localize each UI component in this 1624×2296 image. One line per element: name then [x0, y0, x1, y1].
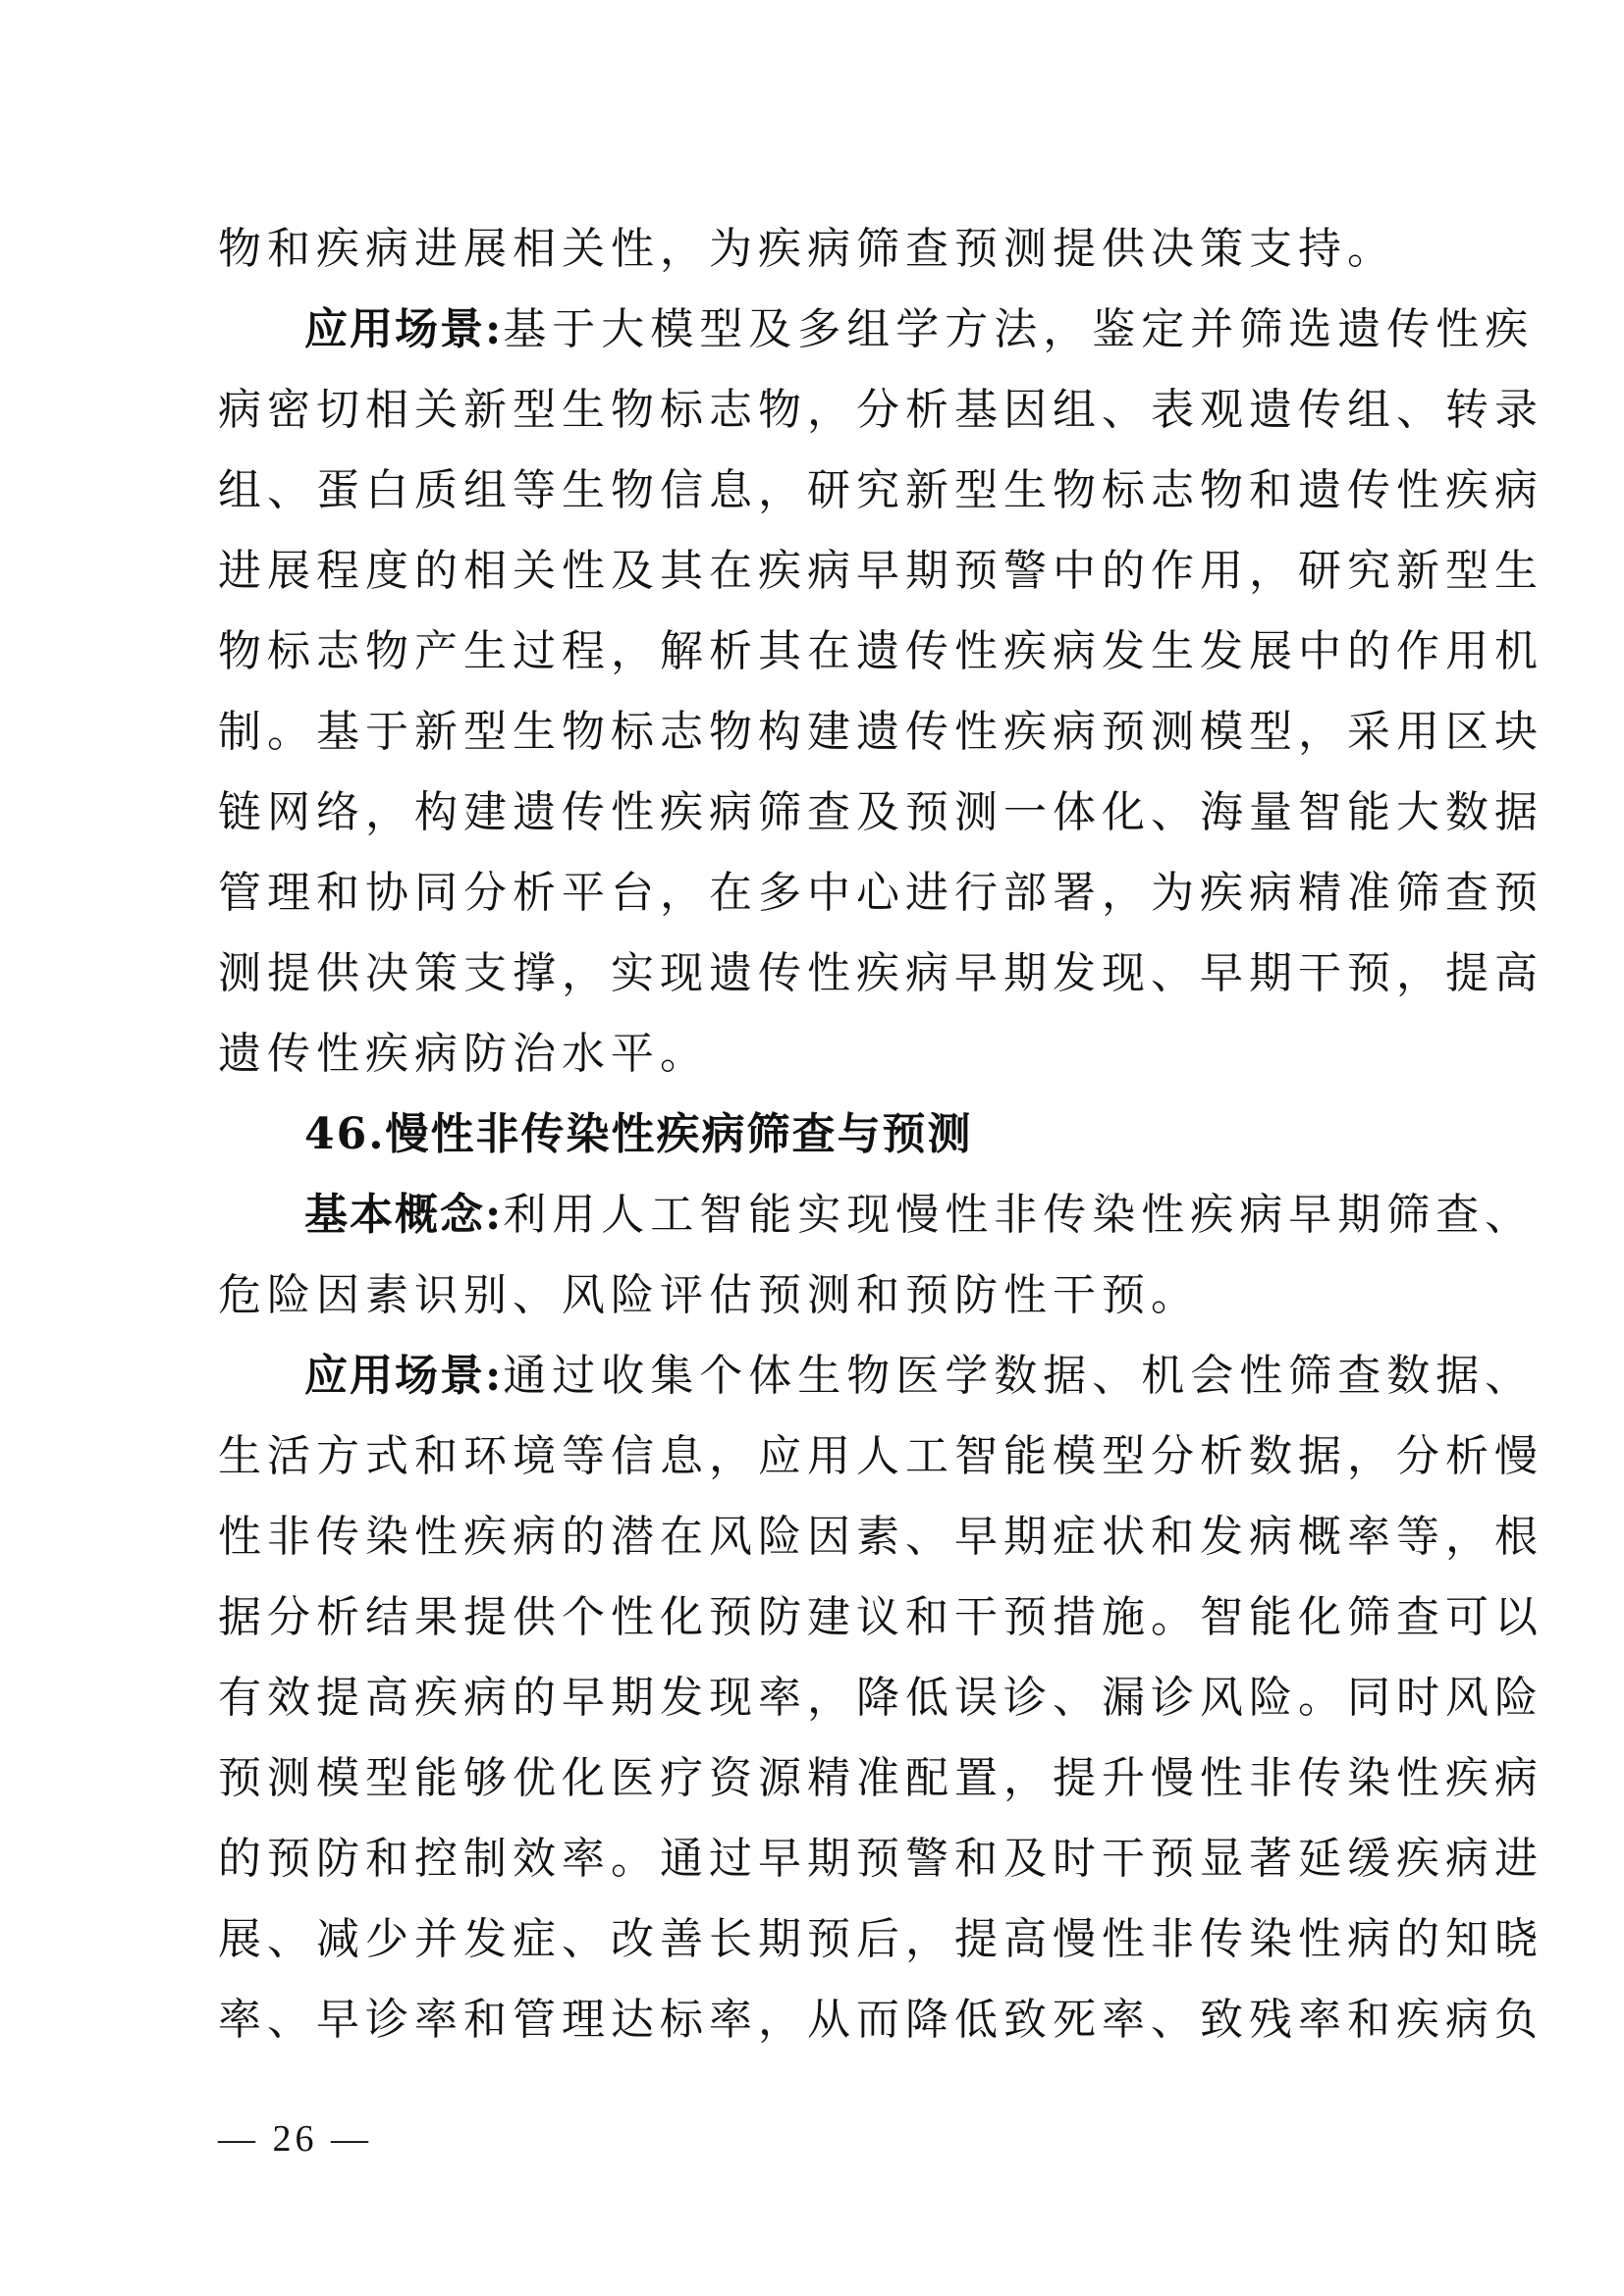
body-text-line: 展、减少并发症、改善长期预后，提高慢性非传染性病的知晓	[218, 1914, 1543, 1964]
body-text-line: 性非传染性疾病的潜在风险因素、早期症状和发病概率等，根	[218, 1512, 1543, 1562]
body-text-line: 危险因素识别、风险评估预测和预防性干预。	[218, 1270, 1200, 1320]
body-text-line: 组、蛋白质组等生物信息，研究新型生物标志物和遗传性疾病	[218, 465, 1543, 515]
section-heading: 46.慢性非传染性疾病筛查与预测	[304, 1109, 973, 1159]
body-text-line: 进展程度的相关性及其在疾病早期预警中的作用，研究新型生	[218, 546, 1543, 596]
page-number: — 26 —	[218, 2118, 372, 2160]
body-text-line: 病密切相关新型生物标志物，分析基因组、表观遗传组、转录	[218, 385, 1543, 435]
body-text-line: 管理和协同分析平台，在多中心进行部署，为疾病精准筛查预	[218, 868, 1543, 918]
app-scenario-label: 应用场景:	[304, 304, 504, 354]
body-text-line: 制。基于新型生物标志物构建遗传性疾病预测模型，采用区块	[218, 707, 1543, 757]
body-text-line: 物标志物产生过程，解析其在遗传性疾病发生发展中的作用机	[218, 626, 1543, 676]
body-text-line: 生活方式和环境等信息，应用人工智能模型分析数据，分析慢	[218, 1431, 1543, 1481]
body-text-line: 据分析结果提供个性化预防建议和干预措施。智能化筛查可以	[218, 1592, 1543, 1642]
body-text-line: 测提供决策支撑，实现遗传性疾病早期发现、早期干预，提高	[218, 948, 1543, 998]
body-text-line: 的预防和控制效率。通过早期预警和及时干预显著延缓疾病进	[218, 1834, 1543, 1884]
body-text-line: 率、早诊率和管理达标率，从而降低致死率、致残率和疾病负	[218, 1995, 1543, 2045]
paragraph-app-scenario-1	[304, 300, 1535, 359]
body-text-line: 物和疾病进展相关性，为疾病筛查预测提供决策支持。	[218, 224, 1396, 274]
body-text: 基于大模型及多组学方法，鉴定并筛选遗传性疾	[503, 304, 1535, 354]
body-text: 利用人工智能实现慢性非传染性疾病早期筛查、	[503, 1190, 1535, 1240]
basic-concept-label: 基本概念:	[304, 1190, 504, 1240]
body-text-line: 预测模型能够优化医疗资源精准配置，提升慢性非传染性疾病	[218, 1753, 1543, 1803]
paragraph-basic-concept	[304, 1186, 1535, 1245]
app-scenario-label: 应用场景:	[304, 1351, 504, 1401]
body-text-line: 链网络，构建遗传性疾病筛查及预测一体化、海量智能大数据	[218, 787, 1543, 837]
body-text: 通过收集个体生物医学数据、机会性筛查数据、	[503, 1351, 1535, 1401]
paragraph-app-scenario-2	[304, 1347, 1535, 1406]
body-text-line: 遗传性疾病防治水平。	[218, 1029, 709, 1079]
body-text-line: 有效提高疾病的早期发现率，降低误诊、漏诊风险。同时风险	[218, 1673, 1543, 1723]
